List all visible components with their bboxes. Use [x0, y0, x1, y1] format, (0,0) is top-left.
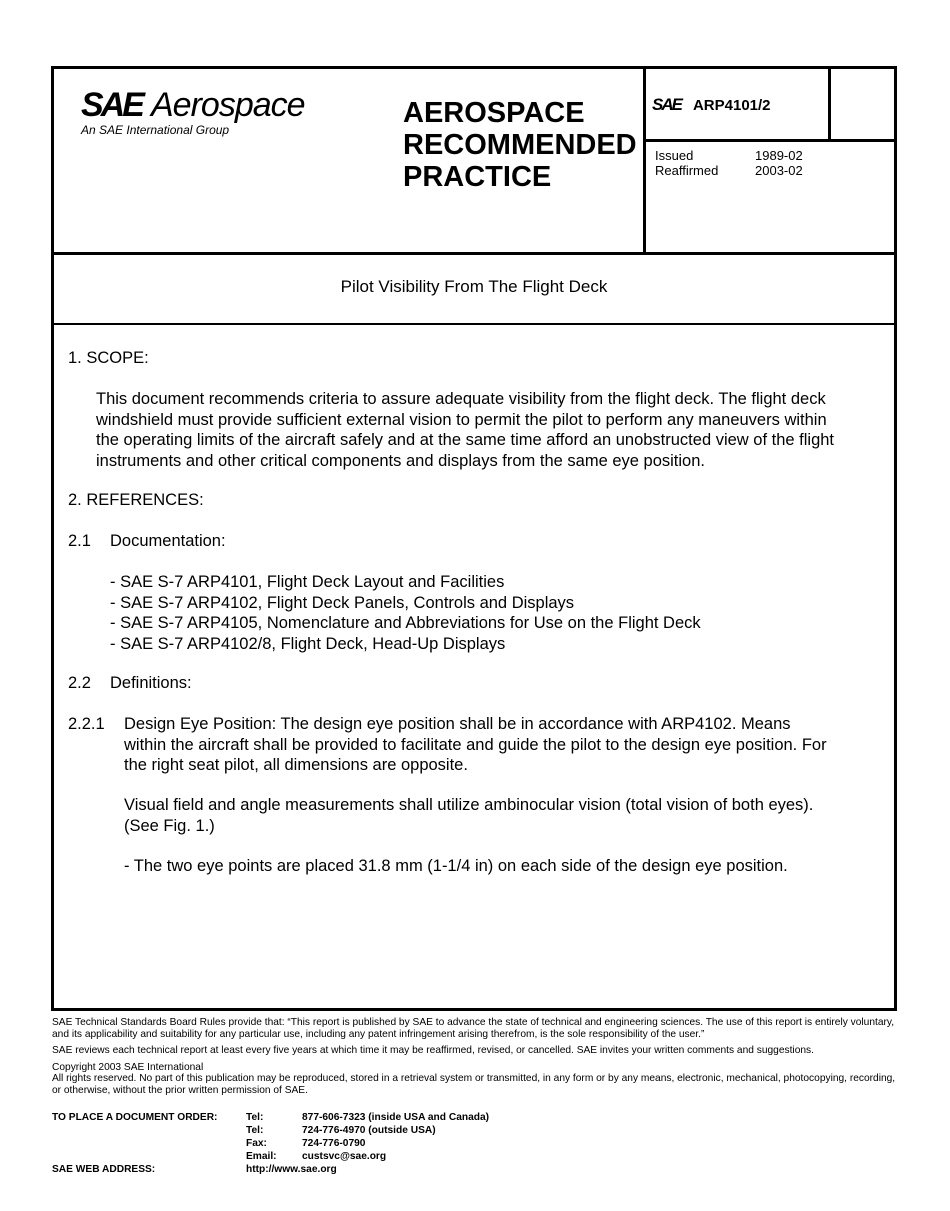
- doc-number-text: ARP4101/2: [692, 97, 771, 114]
- text-line: the operating limits of the aircraft safely and at the same time afford an unobstructed view of the flight: [96, 431, 835, 449]
- order-label: TO PLACE A DOCUMENT ORDER:: [52, 1112, 218, 1123]
- email-label: Email:: [246, 1151, 277, 1162]
- title-band: [54, 252, 894, 325]
- divider: [643, 69, 646, 252]
- fax-value: 724-776-0790: [302, 1138, 366, 1149]
- definitions-heading-number: 2.2: [68, 674, 91, 692]
- issue-dates: [655, 148, 803, 178]
- document-frame: [51, 66, 897, 1011]
- reaffirmed-value: 2003-02: [755, 163, 803, 178]
- list-item: - SAE S-7 ARP4105, Nomenclature and Abbreviations for Use on the Flight Deck: [110, 614, 701, 632]
- text-line: (See Fig. 1.): [124, 816, 215, 835]
- title-line: PRACTICE: [403, 161, 552, 193]
- rights-notice: All rights reserved. No part of this publication may be reproduced, stored in a retrieval system or transmitted, in any form or by any means, electronic, mechanical, photocopying, recording, or otherwise, without the prior written permission of SAE.: [52, 1073, 896, 1096]
- title-line: AEROSPACE: [403, 97, 585, 129]
- fax-label: Fax:: [246, 1138, 267, 1149]
- issued-label: Issued: [655, 148, 694, 163]
- tel2-label: Tel:: [246, 1125, 264, 1136]
- tel-value: 877-606-7323 (inside USA and Canada): [302, 1112, 490, 1123]
- web-link[interactable]: http://www.sae.org: [246, 1164, 337, 1175]
- divider: [828, 69, 831, 140]
- document-type-title: [403, 97, 637, 193]
- text-line: windshield must provide sufficient external vision to permit the pilot to perform any maneuvers within: [96, 410, 827, 429]
- documentation-heading: Documentation:: [110, 532, 226, 550]
- text-line: Design Eye Position: The design eye position shall be in accordance with ARP4102. Means: [124, 715, 791, 733]
- design-eye-paragraph: [124, 714, 827, 776]
- issued-value: 1989-02: [755, 148, 803, 163]
- email-link[interactable]: custsvc@sae.org: [302, 1151, 387, 1162]
- logo-tagline: An SAE International Group: [81, 123, 230, 137]
- sae-mini-logo: SAE: [652, 95, 681, 114]
- text-line: instruments and other critical components and displays from the same eye position.: [96, 451, 705, 470]
- text-line: the right seat pilot, all dimensions are opposite.: [124, 756, 468, 774]
- review-notice: SAE reviews each technical report at least every five years at which time it may be reaffirmed, revised, or cancelled. SAE invites your written comments and suggestions.: [52, 1045, 814, 1057]
- references-heading: 2. REFERENCES:: [68, 491, 204, 509]
- scope-heading: 1. SCOPE:: [68, 349, 149, 367]
- list-item: - SAE S-7 ARP4101, Flight Deck Layout and Facilities: [110, 573, 505, 591]
- tel2-value: 724-776-4970 (outside USA): [302, 1125, 436, 1136]
- divider: [643, 139, 894, 142]
- header: [54, 69, 894, 255]
- reaffirmed-label: Reaffirmed: [655, 163, 719, 178]
- reference-list: [110, 572, 701, 654]
- footer-notices: [52, 1017, 907, 1097]
- document-title: Pilot Visibility From The Flight Deck: [340, 277, 608, 296]
- documentation-heading-number: 2.1: [68, 532, 91, 550]
- text-line: This document recommends criteria to assure adequate visibility from the flight deck. The flight deck: [96, 390, 826, 408]
- list-item: - SAE S-7 ARP4102, Flight Deck Panels, Controls and Displays: [110, 593, 575, 612]
- copyright: Copyright 2003 SAE International: [52, 1061, 204, 1073]
- eye-points-item: - The two eye points are placed 31.8 mm (1-1/4 in) on each side of the design eye position.: [124, 857, 788, 875]
- text-line: Visual field and angle measurements shall utilize ambinocular vision (total vision of both eyes).: [124, 796, 814, 814]
- scope-paragraph: [96, 389, 834, 471]
- logo-product: Aerospace: [151, 86, 305, 124]
- text-line: within the aircraft shall be provided to facilitate and guide the pilot to the design eye position. For: [124, 735, 827, 754]
- rules-notice: SAE Technical Standards Board Rules provide that: “This report is published by SAE to advance the state of technical and engineering sciences. The use of this report is entirely voluntary, and its applicability and suitability for any particular use, including any patent infringement arising therefrom, is the sole responsibility of the user.”: [52, 1017, 895, 1040]
- title-line: RECOMMENDED: [403, 129, 637, 161]
- visual-field-paragraph: [124, 795, 813, 836]
- web-label: SAE WEB ADDRESS:: [52, 1164, 156, 1175]
- sae-aerospace-logo: [81, 85, 331, 145]
- section-number: 2.2.1: [68, 715, 105, 733]
- tel-label: Tel:: [246, 1112, 264, 1123]
- list-item: - SAE S-7 ARP4102/8, Flight Deck, Head-Up Displays: [110, 634, 506, 653]
- definitions-heading: Definitions:: [110, 674, 192, 692]
- document-number: [652, 95, 771, 115]
- logo-brand: SAE: [81, 86, 142, 124]
